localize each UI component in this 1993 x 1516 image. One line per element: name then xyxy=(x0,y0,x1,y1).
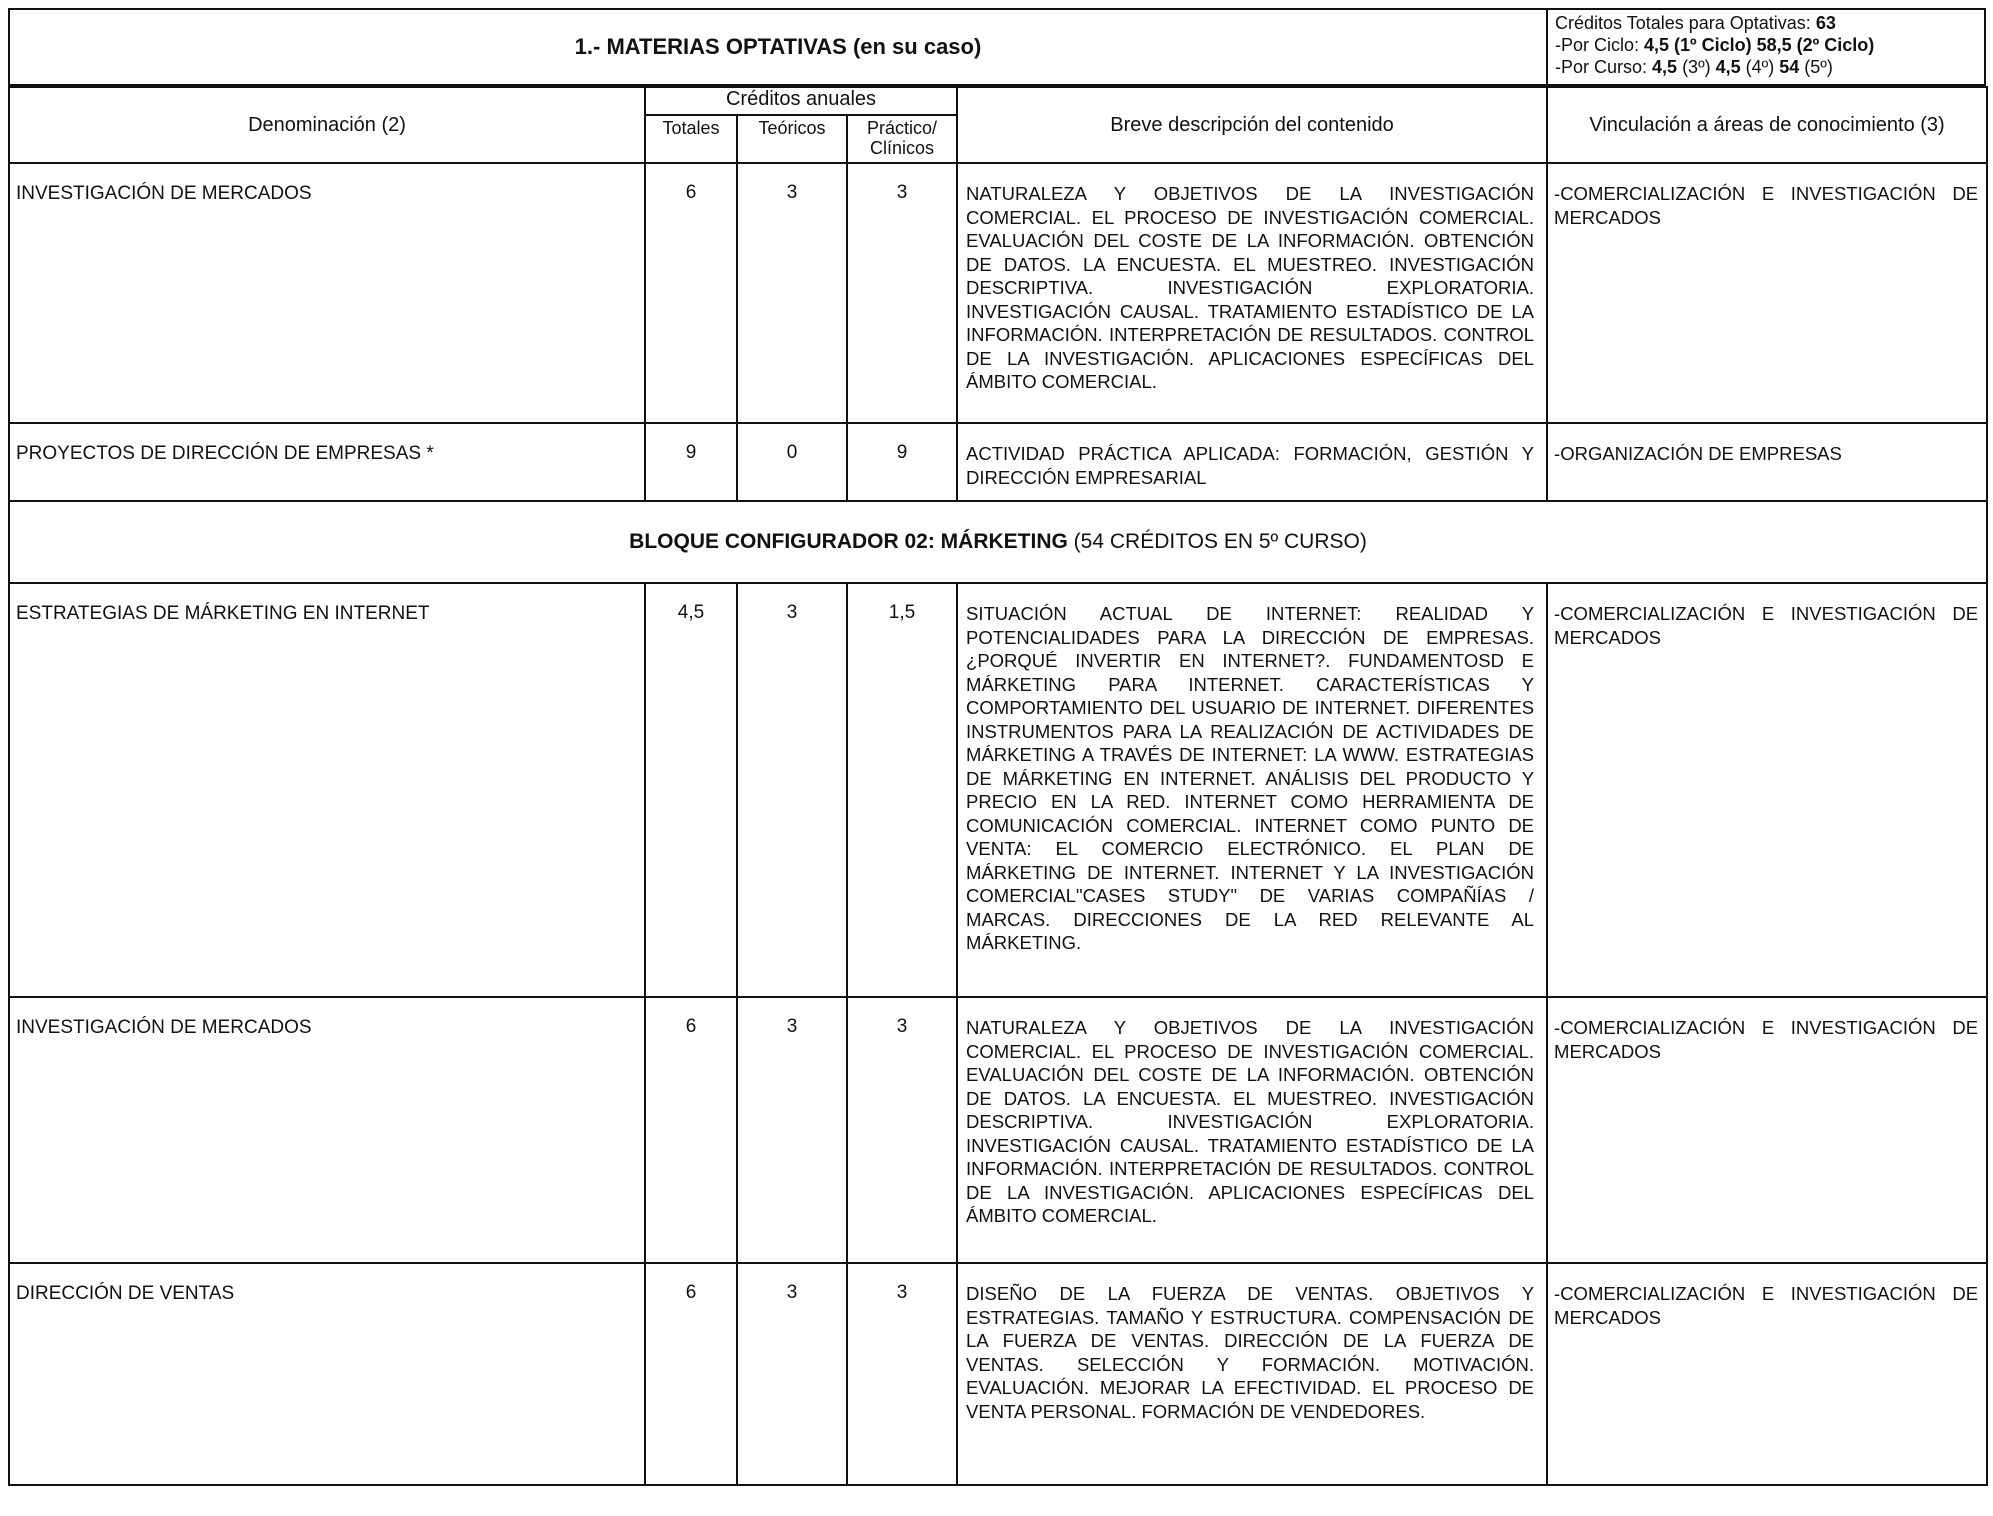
credits-practicos: 3 xyxy=(847,163,957,423)
table-row xyxy=(9,1263,1987,1485)
table-row xyxy=(9,997,1987,1263)
credits-teoricos: 3 xyxy=(737,1263,847,1485)
subject-description: NATURALEZA Y OBJETIVOS DE LA INVESTIGACIÓN COMERCIAL. EL PROCESO DE INVESTIGACIÓN COMERCIAL. EVALUACIÓN DEL COSTE DE LA INFORMACIÓN. OBTENCIÓN DE DATOS. LA ENCUESTA. EL MUESTREO. INVESTIGACIÓN DESCRIPTIVA. INVESTIGACIÓN EXPLORATORIA. INVESTIGACIÓN CAUSAL. TRATAMIENTO ESTADÍSTICO DE LA INFORMACIÓN. INTERPRETACIÓN DE RESULTADOS. CONTROL DE LA INVESTIGACIÓN. APLICACIONES ESPECÍFICAS DEL ÁMBITO COMERCIAL. xyxy=(957,163,1547,423)
credits-practicos: 1,5 xyxy=(847,583,957,997)
credits-practicos: 9 xyxy=(847,423,957,501)
col-header-practicos: Práctico/ Clínicos xyxy=(847,115,957,163)
table-row xyxy=(9,163,1987,423)
subject-name: ESTRATEGIAS DE MÁRKETING EN INTERNET xyxy=(9,583,645,997)
subject-name: INVESTIGACIÓN DE MERCADOS xyxy=(9,997,645,1263)
subject-name: PROYECTOS DE DIRECCIÓN DE EMPRESAS * xyxy=(9,423,645,501)
col-header-totales: Totales xyxy=(645,115,737,163)
credits-course-line: -Por Curso: 4,5 (3º) 4,5 (4º) 54 (5º) xyxy=(1555,57,1833,77)
subject-description: SITUACIÓN ACTUAL DE INTERNET: REALIDAD Y POTENCIALIDADES PARA LA DIRECCIÓN DE EMPRESAS. ¿PORQUÉ INVERTIR EN INTERNET?. FUNDAMENTOSD E MÁRKETING PARA INTERNET. CARACTERÍSTICAS Y COMPORTAMIENTO DEL USUARIO DE INTERNET. DIFERENTES INSTRUMENTOS PARA LA REALIZACIÓN DE ACTIVIDADES DE MÁRKETING A TRAVÉS DE INTERNET: LA WWW. ESTRATEGIAS DE MÁRKETING EN INTERNET. ANÁLISIS DEL PRODUCTO Y PRECIO EN LA RED. INTERNET COMO HERRAMIENTA DE COMUNICACIÓN COMERCIAL. INTERNET COMO PUNTO DE VENTA: EL COMERCIO ELECTRÓNICO. EL PLAN DE MÁRKETING DE INTERNET. INTERNET Y LA INVESTIGACIÓN COMERCIAL"CASES STUDY" DE VARIAS COMPAÑÍAS / MARCAS. DIRECCIONES DE LA RED RELEVANTE AL MÁRKETING. xyxy=(957,583,1547,997)
section-header xyxy=(8,8,1986,86)
subject-name: INVESTIGACIÓN DE MERCADOS xyxy=(9,163,645,423)
subject-area: -COMERCIALIZACIÓN E INVESTIGACIÓN DE MERCADOS xyxy=(1547,997,1987,1263)
credits-total-line: Créditos Totales para Optativas: 63 xyxy=(1555,13,1836,33)
subject-description: NATURALEZA Y OBJETIVOS DE LA INVESTIGACIÓN COMERCIAL. EL PROCESO DE INVESTIGACIÓN COMERCIAL. EVALUACIÓN DEL COSTE DE LA INFORMACIÓN. OBTENCIÓN DE DATOS. LA ENCUESTA. EL MUESTREO. INVESTIGACIÓN DESCRIPTIVA. INVESTIGACIÓN EXPLORATORIA. INVESTIGACIÓN CAUSAL. TRATAMIENTO ESTADÍSTICO DE LA INFORMACIÓN. INTERPRETACIÓN DE RESULTADOS. CONTROL DE LA INVESTIGACIÓN. APLICACIONES ESPECÍFICAS DEL ÁMBITO COMERCIAL. xyxy=(957,997,1547,1263)
col-header-creditos-anuales: Créditos anuales xyxy=(645,87,957,115)
section-title: 1.- MATERIAS OPTATIVAS (en su caso) xyxy=(10,10,1548,84)
subject-area: -COMERCIALIZACIÓN E INVESTIGACIÓN DE MERCADOS xyxy=(1547,583,1987,997)
credits-practicos: 3 xyxy=(847,997,957,1263)
credits-cycle-line: -Por Ciclo: 4,5 (1º Ciclo) 58,5 (2º Ciclo) xyxy=(1555,35,1875,55)
subject-description: DISEÑO DE LA FUERZA DE VENTAS. OBJETIVOS Y ESTRATEGIAS. TAMAÑO Y ESTRUCTURA. COMPENSACIÓN DE LA FUERZA DE VENTAS. DIRECCIÓN DE LA FUERZA DE VENTAS. SELECCIÓN Y FORMACIÓN. MOTIVACIÓN. EVALUACIÓN. MEJORAR LA EFECTIVIDAD. EL PROCESO DE VENTA PERSONAL. FORMACIÓN DE VENDEDORES. xyxy=(957,1263,1547,1485)
credits-teoricos: 0 xyxy=(737,423,847,501)
subject-area: -ORGANIZACIÓN DE EMPRESAS xyxy=(1547,423,1987,501)
block-configurator-row xyxy=(9,501,1987,583)
credits-totales: 6 xyxy=(645,163,737,423)
credits-practicos: 3 xyxy=(847,1263,957,1485)
table-row xyxy=(9,583,1987,997)
col-header-denominacion: Denominación (2) xyxy=(9,87,645,163)
document-sheet xyxy=(8,8,1986,1492)
credits-summary xyxy=(1555,12,1985,78)
credits-teoricos: 3 xyxy=(737,163,847,423)
credits-totales: 4,5 xyxy=(645,583,737,997)
credits-teoricos: 3 xyxy=(737,997,847,1263)
subject-name: DIRECCIÓN DE VENTAS xyxy=(9,1263,645,1485)
subject-area: -COMERCIALIZACIÓN E INVESTIGACIÓN DE MERCADOS xyxy=(1547,163,1987,423)
subjects-table xyxy=(8,86,1988,1486)
subject-description: ACTIVIDAD PRÁCTICA APLICADA: FORMACIÓN, GESTIÓN Y DIRECCIÓN EMPRESARIAL xyxy=(957,423,1547,501)
credits-teoricos: 3 xyxy=(737,583,847,997)
col-header-vinculacion: Vinculación a áreas de conocimiento (3) xyxy=(1547,87,1987,163)
block-configurator-label: BLOQUE CONFIGURADOR 02: MÁRKETING (54 CRÉDITOS EN 5º CURSO) xyxy=(9,501,1987,583)
credits-totales: 6 xyxy=(645,997,737,1263)
credits-totales: 6 xyxy=(645,1263,737,1485)
table-row xyxy=(9,423,1987,501)
credits-totales: 9 xyxy=(645,423,737,501)
col-header-descripcion: Breve descripción del contenido xyxy=(957,87,1547,163)
subject-area: -COMERCIALIZACIÓN E INVESTIGACIÓN DE MERCADOS xyxy=(1547,1263,1987,1485)
col-header-teoricos: Teóricos xyxy=(737,115,847,163)
